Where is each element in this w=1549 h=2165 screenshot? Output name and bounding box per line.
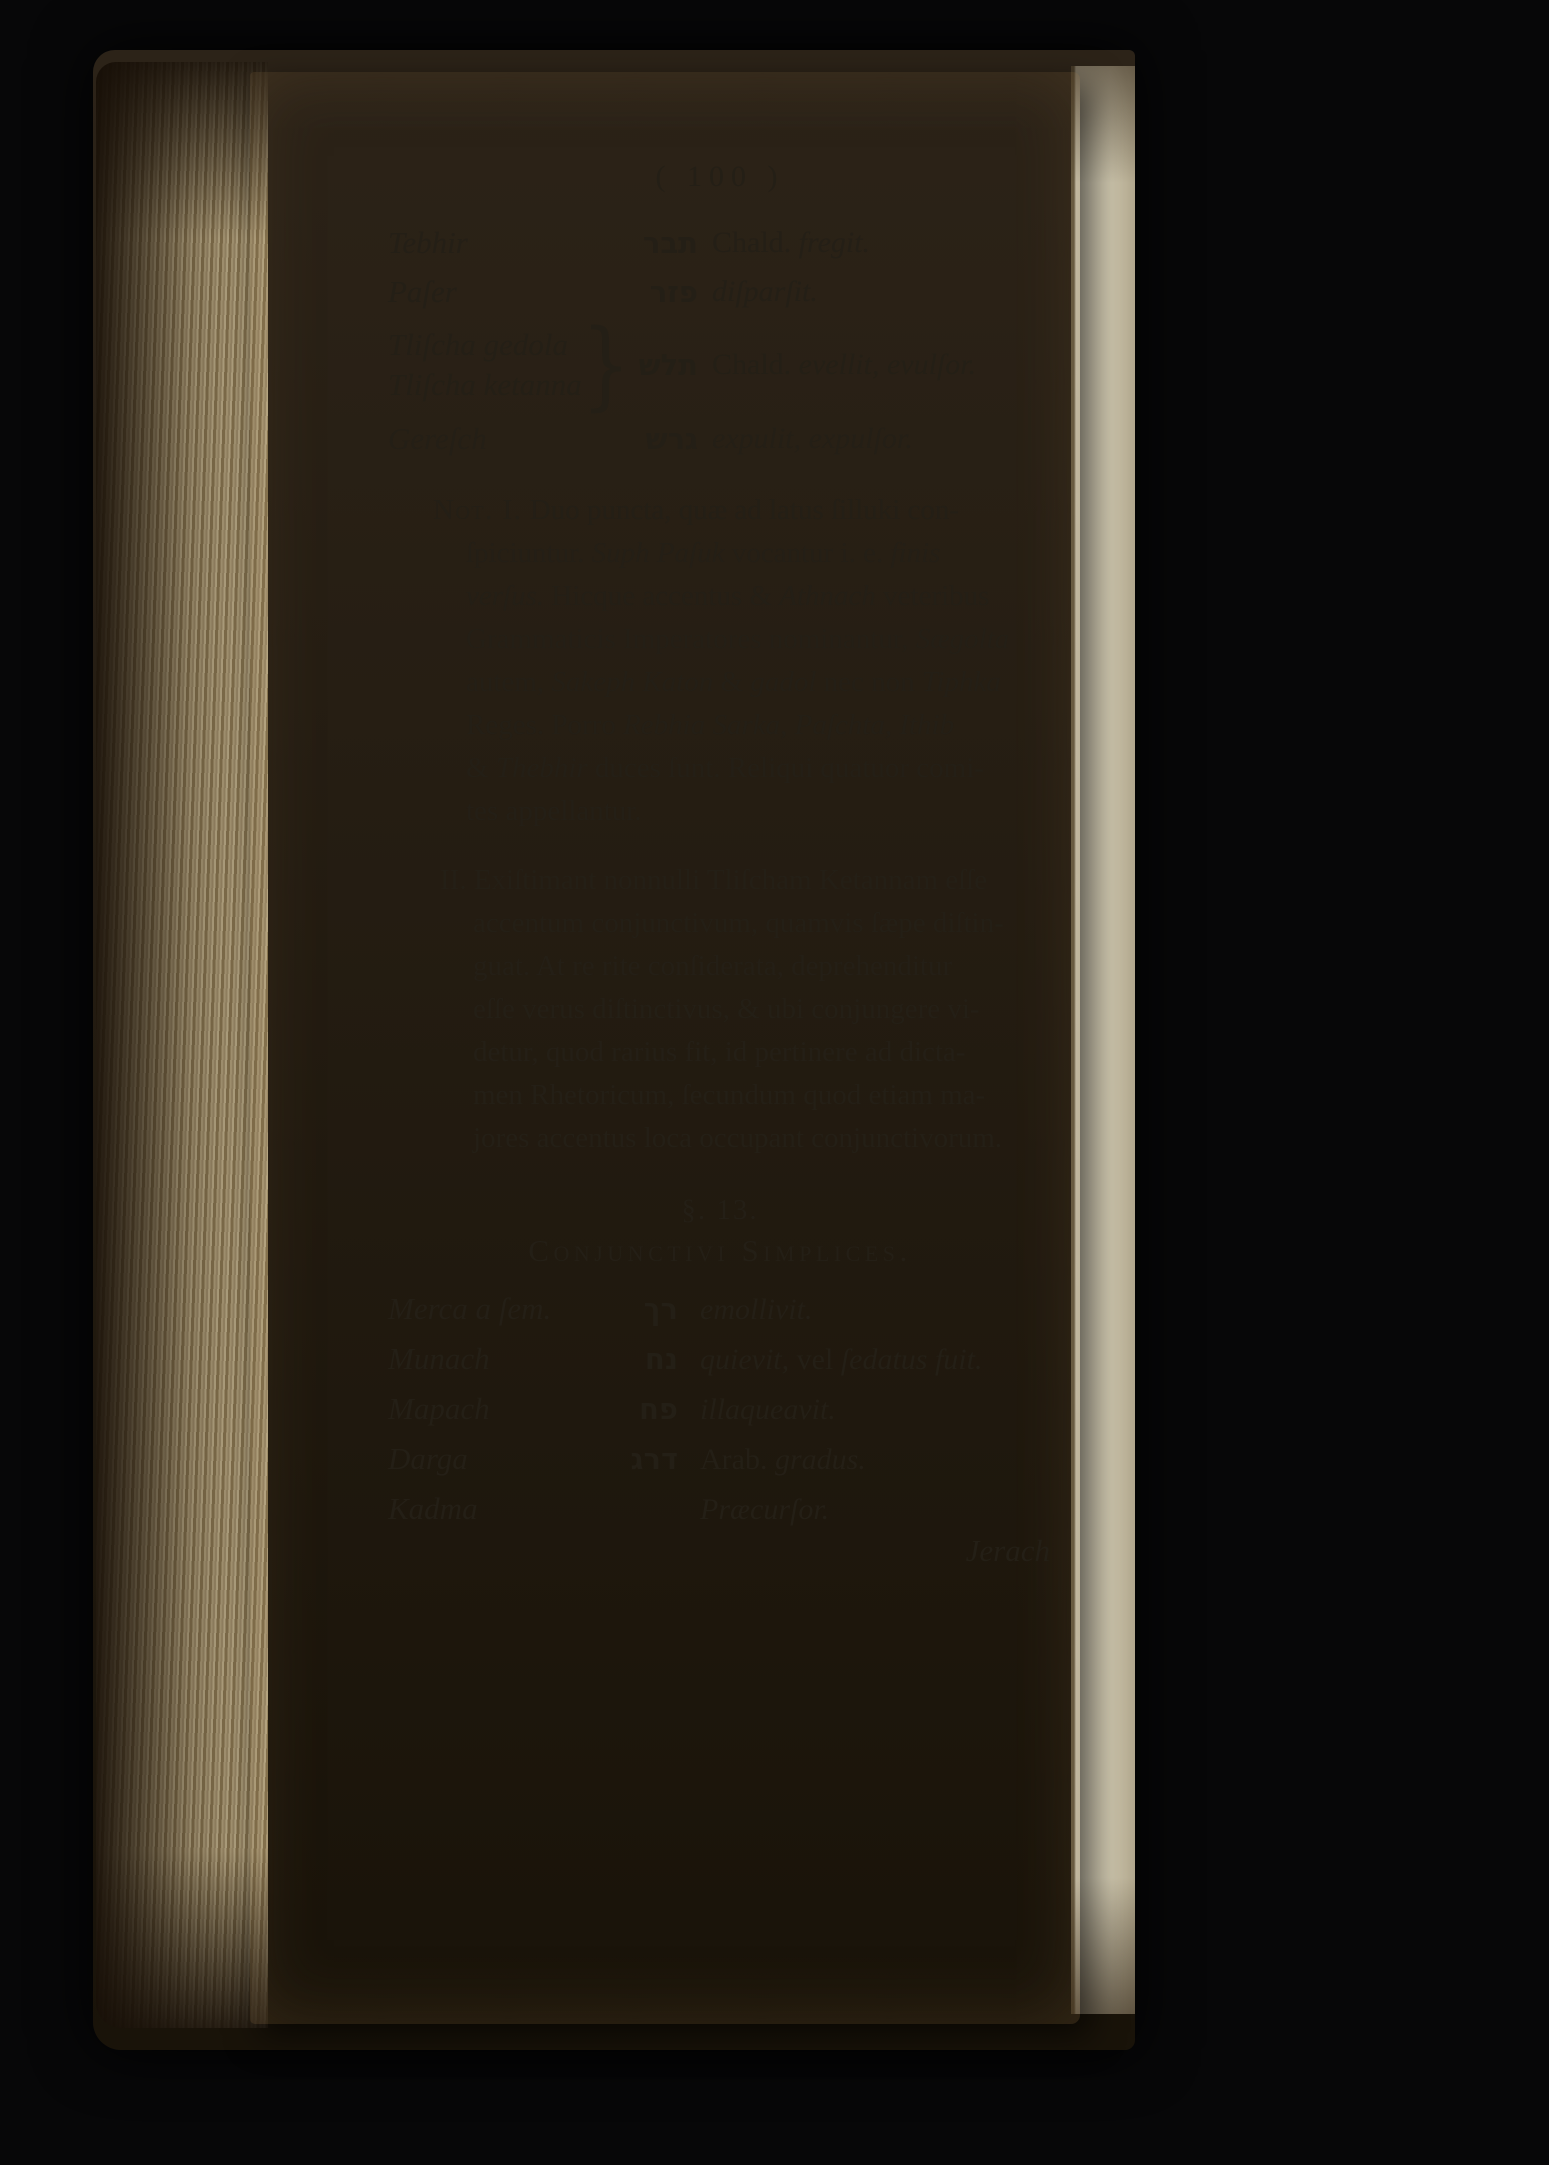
accent-meaning	[700, 1293, 812, 1327]
hebrew-word: פזר	[649, 274, 698, 309]
hebrew-word: פח	[639, 1392, 678, 1426]
text-line	[440, 1117, 1052, 1160]
table-row	[388, 414, 1052, 463]
table-row	[388, 309, 1052, 421]
text-segment: detur, quod rarius fit, id pertinere ad dicta-	[473, 1036, 966, 1068]
hebrew-word: תבר	[643, 225, 698, 260]
text-line	[440, 902, 1052, 945]
text-segment: tes appellantur.	[466, 795, 642, 827]
text-segment: fregit.	[798, 225, 871, 259]
accent-name: Tliſcha gedola	[388, 327, 568, 362]
note-paragraph-1	[433, 489, 1052, 833]
accent-meaning	[700, 1443, 866, 1477]
text-segment: diſparſit.	[712, 274, 818, 308]
accent-name: Kadma	[388, 1491, 478, 1526]
text-line	[440, 1074, 1052, 1117]
text-segment: veteribus	[875, 580, 990, 612]
accent-name: Paſer	[388, 273, 457, 309]
text-line	[440, 1031, 1052, 1074]
text-segment: evellit, evulſor.	[798, 348, 977, 381]
text-segment: Sægolta	[915, 623, 1010, 655]
text-segment: men Rhetoricum, ſecundum quod etiam ma-	[473, 1079, 986, 1111]
text-segment: expulit, expulſor.	[712, 421, 913, 455]
text-line	[433, 704, 1052, 747]
list-item	[388, 1441, 1052, 1491]
conjunctivi-list	[388, 1291, 1052, 1541]
accent-meaning	[700, 1493, 829, 1527]
list-item	[388, 1341, 1052, 1391]
next-page-edge	[1071, 66, 1135, 2014]
text-segment: Chald.	[712, 225, 799, 259]
text-segment: eſſe verus diſtinctivus, & ubi conjungere vi-	[473, 993, 980, 1025]
text-segment: ſedatus fuit.	[840, 1343, 983, 1376]
text-line	[433, 747, 1052, 790]
text-segment: &	[466, 752, 496, 784]
text-segment: autem,	[466, 666, 552, 698]
text-segment: Suph Paſuk	[591, 537, 725, 569]
text-line	[433, 532, 1052, 575]
hebrew-word: נח	[644, 1342, 678, 1376]
accent-name: Tebhir	[388, 224, 468, 260]
accent-name: Munach	[388, 1341, 490, 1376]
text-segment: gadol	[750, 666, 817, 698]
text-segment: Rebhia Sarka, Paſchta, Ithib	[623, 709, 955, 741]
text-segment: Tiphka	[921, 666, 1001, 698]
text-segment: Chald.	[712, 348, 799, 381]
hebrew-word: גרש	[645, 421, 698, 456]
text-line	[433, 790, 1052, 833]
accent-name: Darga	[388, 1441, 468, 1476]
book	[93, 50, 1135, 2050]
text-segment: verſus.	[466, 580, 545, 612]
text-segment: Grammaticis Imperatores nominantur,	[466, 623, 916, 655]
text-line	[440, 988, 1052, 1031]
text-segment: Hicque accentus &	[544, 580, 780, 612]
page-edges-left	[96, 62, 268, 2028]
text-segment: Sakeph Katon	[551, 666, 714, 698]
accent-name: Mapach	[388, 1391, 490, 1426]
section-number: §. 13.	[681, 1194, 759, 1226]
text-line	[433, 661, 1052, 704]
text-segment: illaqueavit.	[700, 1393, 836, 1426]
brace-glyph: }	[581, 309, 631, 421]
table-row	[388, 267, 1052, 316]
accent-name: Tliſcha ketanna	[388, 367, 582, 402]
text-segment: quievit,	[700, 1343, 790, 1376]
text-line	[433, 618, 1052, 661]
text-segment: Reges. Porro	[466, 709, 624, 741]
text-segment: accentum conjunctivum, quamvis ſæpe diſtin-	[473, 907, 1004, 939]
accent-meaning	[712, 422, 913, 456]
catchword: Jerach	[965, 1533, 1050, 1568]
page-content	[250, 72, 1080, 1569]
accent-table	[388, 218, 1052, 463]
hebrew-word: רך	[643, 1292, 678, 1326]
accent-meaning	[712, 226, 870, 260]
text-segment: emollivit.	[700, 1293, 813, 1326]
text-line	[433, 489, 1052, 532]
text-segment: guat. At re rite conſiderata, deprehenditur	[473, 950, 953, 982]
text-line	[433, 575, 1052, 618]
accent-meaning	[700, 1343, 982, 1377]
accent-name: Gereſch	[388, 420, 487, 456]
text-segment: nec non	[816, 666, 922, 698]
accent-meaning	[712, 348, 976, 382]
accent-meaning	[700, 1393, 836, 1427]
text-segment: Thebhir	[495, 752, 588, 784]
accent-name-pair	[388, 325, 582, 405]
list-item	[388, 1291, 1052, 1341]
text-line	[440, 859, 1052, 902]
text-segment: vocantur i. e.	[724, 537, 891, 569]
book-page	[250, 72, 1080, 2024]
text-segment: finis	[890, 537, 941, 569]
text-segment: Arab.	[700, 1443, 775, 1476]
note-paragraph-2	[440, 859, 1052, 1160]
text-segment: ſpiciuntur.	[466, 537, 592, 569]
text-segment: jores accentus loca occupant conjunctivorum.	[473, 1122, 1003, 1154]
hebrew-word: תלש	[638, 348, 698, 382]
list-item	[388, 1391, 1052, 1441]
text-segment: II. Exiſtimant nonnulli Tliſcham Ketannam eſſe	[440, 864, 988, 896]
text-segment: vel	[789, 1343, 841, 1376]
accent-name: Merca a ſem.	[388, 1291, 552, 1326]
text-segment: Duo puncta, quæ ad latus ſilluki con-	[522, 494, 960, 526]
text-segment: duces ſunt. Reliqui quatuor comi-	[587, 752, 984, 784]
text-segment: Not. I.	[433, 494, 523, 526]
text-segment: &	[713, 666, 751, 698]
section-title: Conjunctivi Simplices.	[528, 1233, 912, 1268]
hebrew-word: דרג	[630, 1442, 678, 1476]
table-row	[388, 218, 1052, 267]
page-number: ( 100 )	[655, 160, 785, 193]
text-segment: gradus.	[774, 1443, 866, 1476]
text-line	[440, 945, 1052, 988]
text-segment: Athnach	[779, 580, 876, 612]
accent-meaning	[712, 275, 818, 309]
text-segment: Præcurſor.	[700, 1493, 830, 1526]
